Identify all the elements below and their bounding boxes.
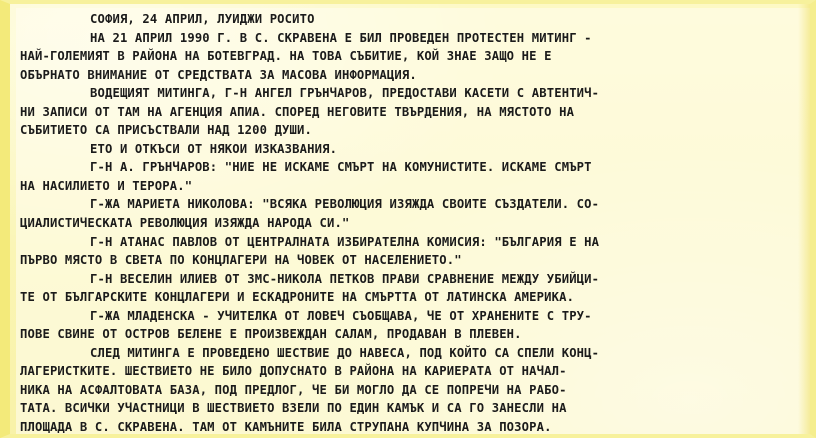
- article-line: ПЛОЩАДА В С. СКРАВЕНА. ТАМ ОТ КАМЪНИТЕ БИЛА СТРУПАНА КУПЧИНА ЗА ПОЗОРА.: [20, 420, 552, 435]
- article-line: СОФИЯ, 24 АПРИЛ, ЛУИДЖИ РОСИТО: [90, 12, 315, 26]
- article-line: ТЕ ОТ БЪЛГАРСКИТЕ КОНЦЛАГЕРИ И ЕСКАДРОНИТЕ НА СМЪРТТА ОТ ЛАТИНСКА АМЕРИКА.: [20, 290, 575, 305]
- article-line: СЪБИТИЕТО СА ПРИСЪСТВАЛИ НАД 1200 ДУШИ.: [20, 123, 313, 138]
- article-line: НИ ЗАПИСИ ОТ ТАМ НА АГЕНЦИЯ АПИА. СПОРЕД НЕГОВИТЕ ТВЪРДЕНИЯ, НА МЯСТОТО НА: [20, 104, 575, 119]
- article-line: Г-ЖА МЛАДЕНСКА - УЧИТЕЛКА ОТ ЛОВЕЧ СЪОБЩАВА, ЧЕ ОТ ХРАНЕНИТЕ С ТРУ-: [90, 308, 592, 323]
- article-line: ОБЪРНАТО ВНИМАНИЕ ОТ СРЕДСТВАТА ЗА МАСОВА ИНФОРМАЦИЯ.: [20, 67, 417, 82]
- article-text: [20, 10, 810, 437]
- article-line: Г-Н ВЕСЕЛИН ИЛИЕВ ОТ ЗМС-НИКОЛА ПЕТКОВ ПРАВИ СРАВНЕНИЕ МЕЖДУ УБИЙЦИ-: [90, 271, 600, 286]
- article-line: ЛАГЕРИСТКИТЕ. ШЕСТВИЕТО НЕ БИЛО ДОПУСНАТО В РАЙОНА НА КАРИЕРАТА ОТ НАЧАЛ-: [20, 364, 567, 379]
- article-line: ЕТО И ОТКЪСИ ОТ НЯКОИ ИЗКАЗВАНИЯ.: [90, 141, 338, 156]
- article-line: Г-Н А. ГРЪНЧАРОВ: "НИЕ НЕ ИСКАМЕ СМЪРТ НА КОМУНИСТИТЕ. ИСКАМЕ СМЪРТ: [90, 160, 592, 175]
- article-line: ПЪРВО МЯСТО В СВЕТА ПО КОНЦЛАГЕРИ НА ЧОВЕК ОТ НАСЕЛЕНИЕТО.": [20, 253, 462, 268]
- article-line: ТАТА. ВСИЧКИ УЧАСТНИЦИ В ШЕСТВИЕТО ВЗЕЛИ ПО ЕДИН КАМЪК И СА ГО ЗАНЕСЛИ НА: [20, 401, 567, 416]
- article-line: НАЙ-ГОЛЕМИЯТ В РАЙОНА НА БОТЕВГРАД. НА ТОВА СЪБИТИЕ, КОЙ ЗНАЕ ЗАЩО НЕ Е: [20, 49, 552, 64]
- article-line: Г-Н АТАНАС ПАВЛОВ ОТ ЦЕНТРАЛНАТА ИЗБИРАТЕЛНА КОМИСИЯ: "БЪЛГАРИЯ Е НА: [90, 234, 600, 249]
- article-line: ВОДЕЩИЯТ МИТИНГА, Г-Н АНГЕЛ ГРЪНЧАРОВ, ПРЕДОСТАВИ КАСЕТИ С АВТЕНТИЧ-: [90, 86, 600, 101]
- article-line: НИКА НА АСФАЛТОВАТА БАЗА, ПОД ПРЕДЛОГ, ЧЕ БИ МОГЛО ДА СЕ ПОПРЕЧИ НА РАБО-: [20, 382, 567, 397]
- article-line: ЦИАЛИСТИЧЕСКАТА РЕВОЛЮЦИЯ ИЗЯЖДА НАРОДА СИ.": [20, 216, 350, 231]
- article-line: НА 21 АПРИЛ 1990 Г. В С. СКРАВЕНА Е БИЛ ПРОВЕДЕН ПРОТЕСТЕН МИТИНГ -: [90, 30, 592, 45]
- article-line: СЛЕД МИТИНГА Е ПРОВЕДЕНО ШЕСТВИЕ ДО НАВЕСА, ПОД КОЙТО СА СПЕЛИ КОНЦ-: [90, 345, 600, 360]
- article-line: НА НАСИЛИЕТО И ТЕРОРА.": [20, 178, 193, 193]
- article-line: ПОВЕ СВИНЕ ОТ ОСТРОВ БЕЛЕНЕ Е ПРОИЗВЕЖДАН САЛАМ, ПРОДАВАН В ПЛЕВЕН.: [20, 327, 522, 342]
- paper-edge-shade: [798, 4, 810, 434]
- article-line: Г-ЖА МАРИЕТА НИКОЛОВА: "ВСЯКА РЕВОЛЮЦИЯ ИЗЯЖДА СВОИТЕ СЪЗДАТЕЛИ. СО-: [90, 197, 600, 212]
